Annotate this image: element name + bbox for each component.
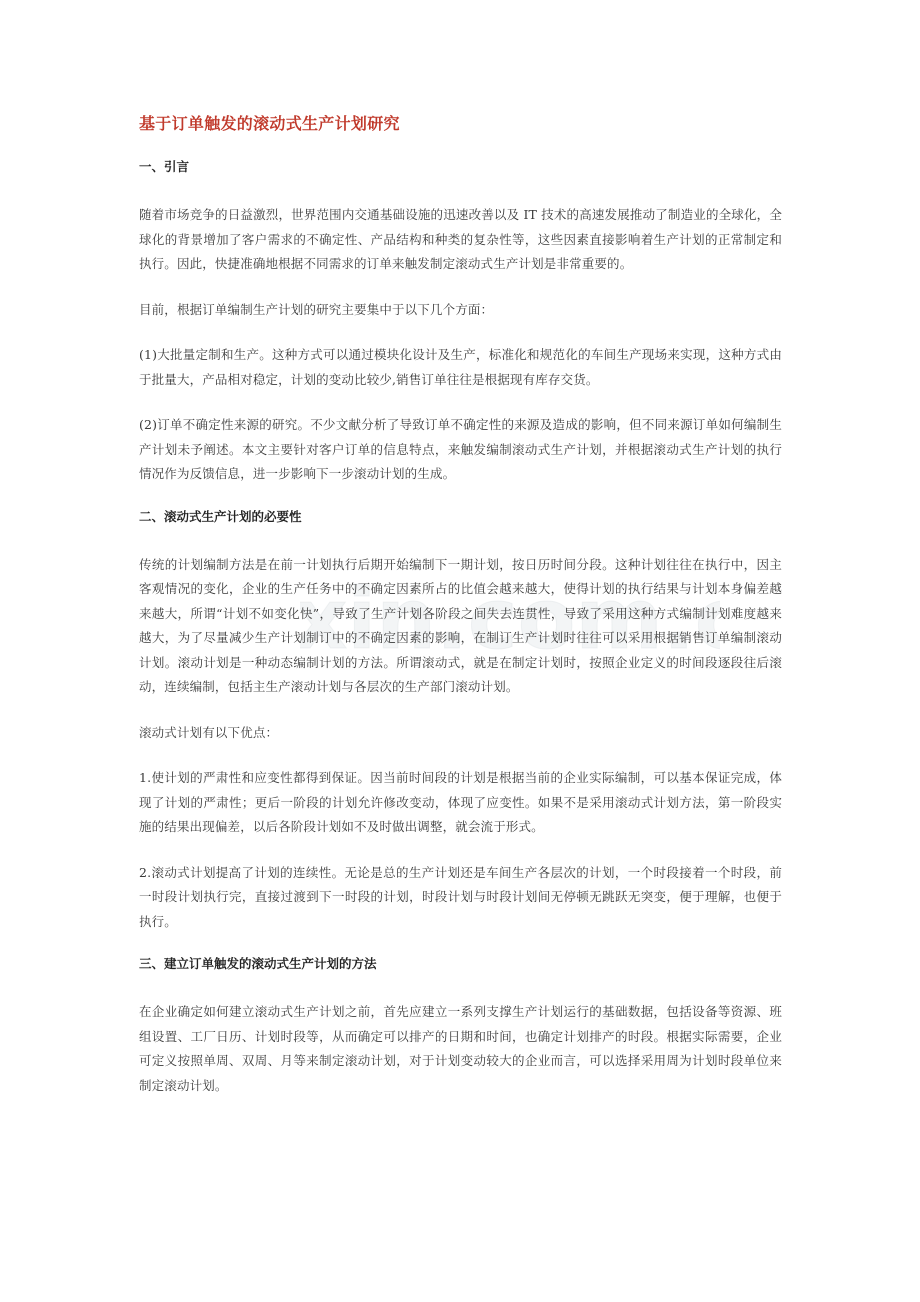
document-body [139, 112, 782, 1119]
section-introduction [139, 158, 782, 487]
watermark-text: xin.com.c [300, 570, 720, 668]
paragraph: 传统的计划编制方法是在前一计划执行后期开始编制下一期计划，按日历时间分段。这种计划往往在执行中，因主客观情况的变化，企业的生产任务中的不确定因素所占的比值会越来越大，使得计划的执行结果与计划本身偏差越来越大，所谓“计划不如变化快”，导致了生产计划各阶段之间失去连贯性，导致了采用这种方式编制计划难度越来越大，为了尽量减少生产计划制订中的不确定因素的影响，在制订生产计划时往往可以采用根据销售订单编制滚动计划。滚动计划是一种动态编制计划的方法。所谓滚动式，就是在制定计划时，按照企业定义的时间段逐段往后滚动，连续编制，包括主生产滚动计划与各层次的生产部门滚动计划。 [139, 556, 782, 694]
section-heading: 二、滚动式生产计划的必要性 [139, 508, 302, 524]
paragraph: 滚动式计划有以下优点： [139, 724, 279, 740]
section-heading: 一、引言 [139, 159, 190, 174]
paragraph: (2)订单不确定性来源的研究。不少文献分析了导致订单不确定性的来源及造成的影响，但不同来源订单如何编制生产计划未予阐述。本文主要针对客户订单的信息特点，来触发编制滚动式生产计划，并根据滚动式生产计划的执行情况作为反馈信息，进一步影响下一步滚动计划的生成。 [139, 417, 782, 481]
paragraph: 目前，根据订单编制生产计划的研究主要集中于以下几个方面： [139, 301, 494, 317]
section-heading: 三、建立订单触发的滚动式生产计划的方法 [139, 956, 377, 971]
document-title: 基于订单触发的滚动式生产计划研究 [139, 114, 400, 133]
paragraph: 2.滚动式计划提高了计划的连续性。无论是总的生产计划还是车间生产各层次的计划，一个时段接着一个时段，前一时段计划执行完，直接过渡到下一时段的计划，时段计划与时段计划间无停顿无跳跃无突变，便于理解，也便于执行。 [139, 864, 782, 929]
paragraph: (1)大批量定制和生产。这种方式可以通过模块化设计及生产，标准化和规范化的车间生产现场来实现，这种方式由于批量大，产品相对稳定，计划的变动比较少,销售订单往往是根据现有库存交货。 [139, 347, 782, 387]
section-method [139, 955, 782, 1098]
section-necessity [139, 508, 782, 935]
paragraph: 1.使计划的严肃性和应变性都得到保证。因当前时间段的计划是根据当前的企业实际编制，可以基本保证完成，体现了计划的严肃性；更后一阶段的计划允许修改变动，体现了应变性。如果不是采用滚动式计划方法，第一阶段实施的结果出现偏差，以后各阶段计划如不及时做出调整，就会流于形式。 [139, 770, 782, 834]
paragraph: 在企业确定如何建立滚动式生产计划之前，首先应建立一系列支撑生产计划运行的基础数据，包括设备等资源、班组设置、工厂日历、计划时段等，从而确定可以排产的日期和时间，也确定计划排产的时段。根据实际需要，企业可定义按照单周、双周、月等来制定滚动计划，对于计划变动较大的企业而言，可以选择采用周为计划时段单位来制定滚动计划。 [139, 1004, 782, 1093]
paragraph: 随着市场竞争的日益激烈，世界范围内交通基础设施的迅速改善以及 IT 技术的高速发展推动了制造业的全球化，全球化的背景增加了客户需求的不确定性、产品结构和种类的复杂性等，这些因素直接影响着生产计划的正常制定和执行。因此，快捷准确地根据不同需求的订单来触发制定滚动式生产计划是非常重要的。 [139, 207, 782, 271]
